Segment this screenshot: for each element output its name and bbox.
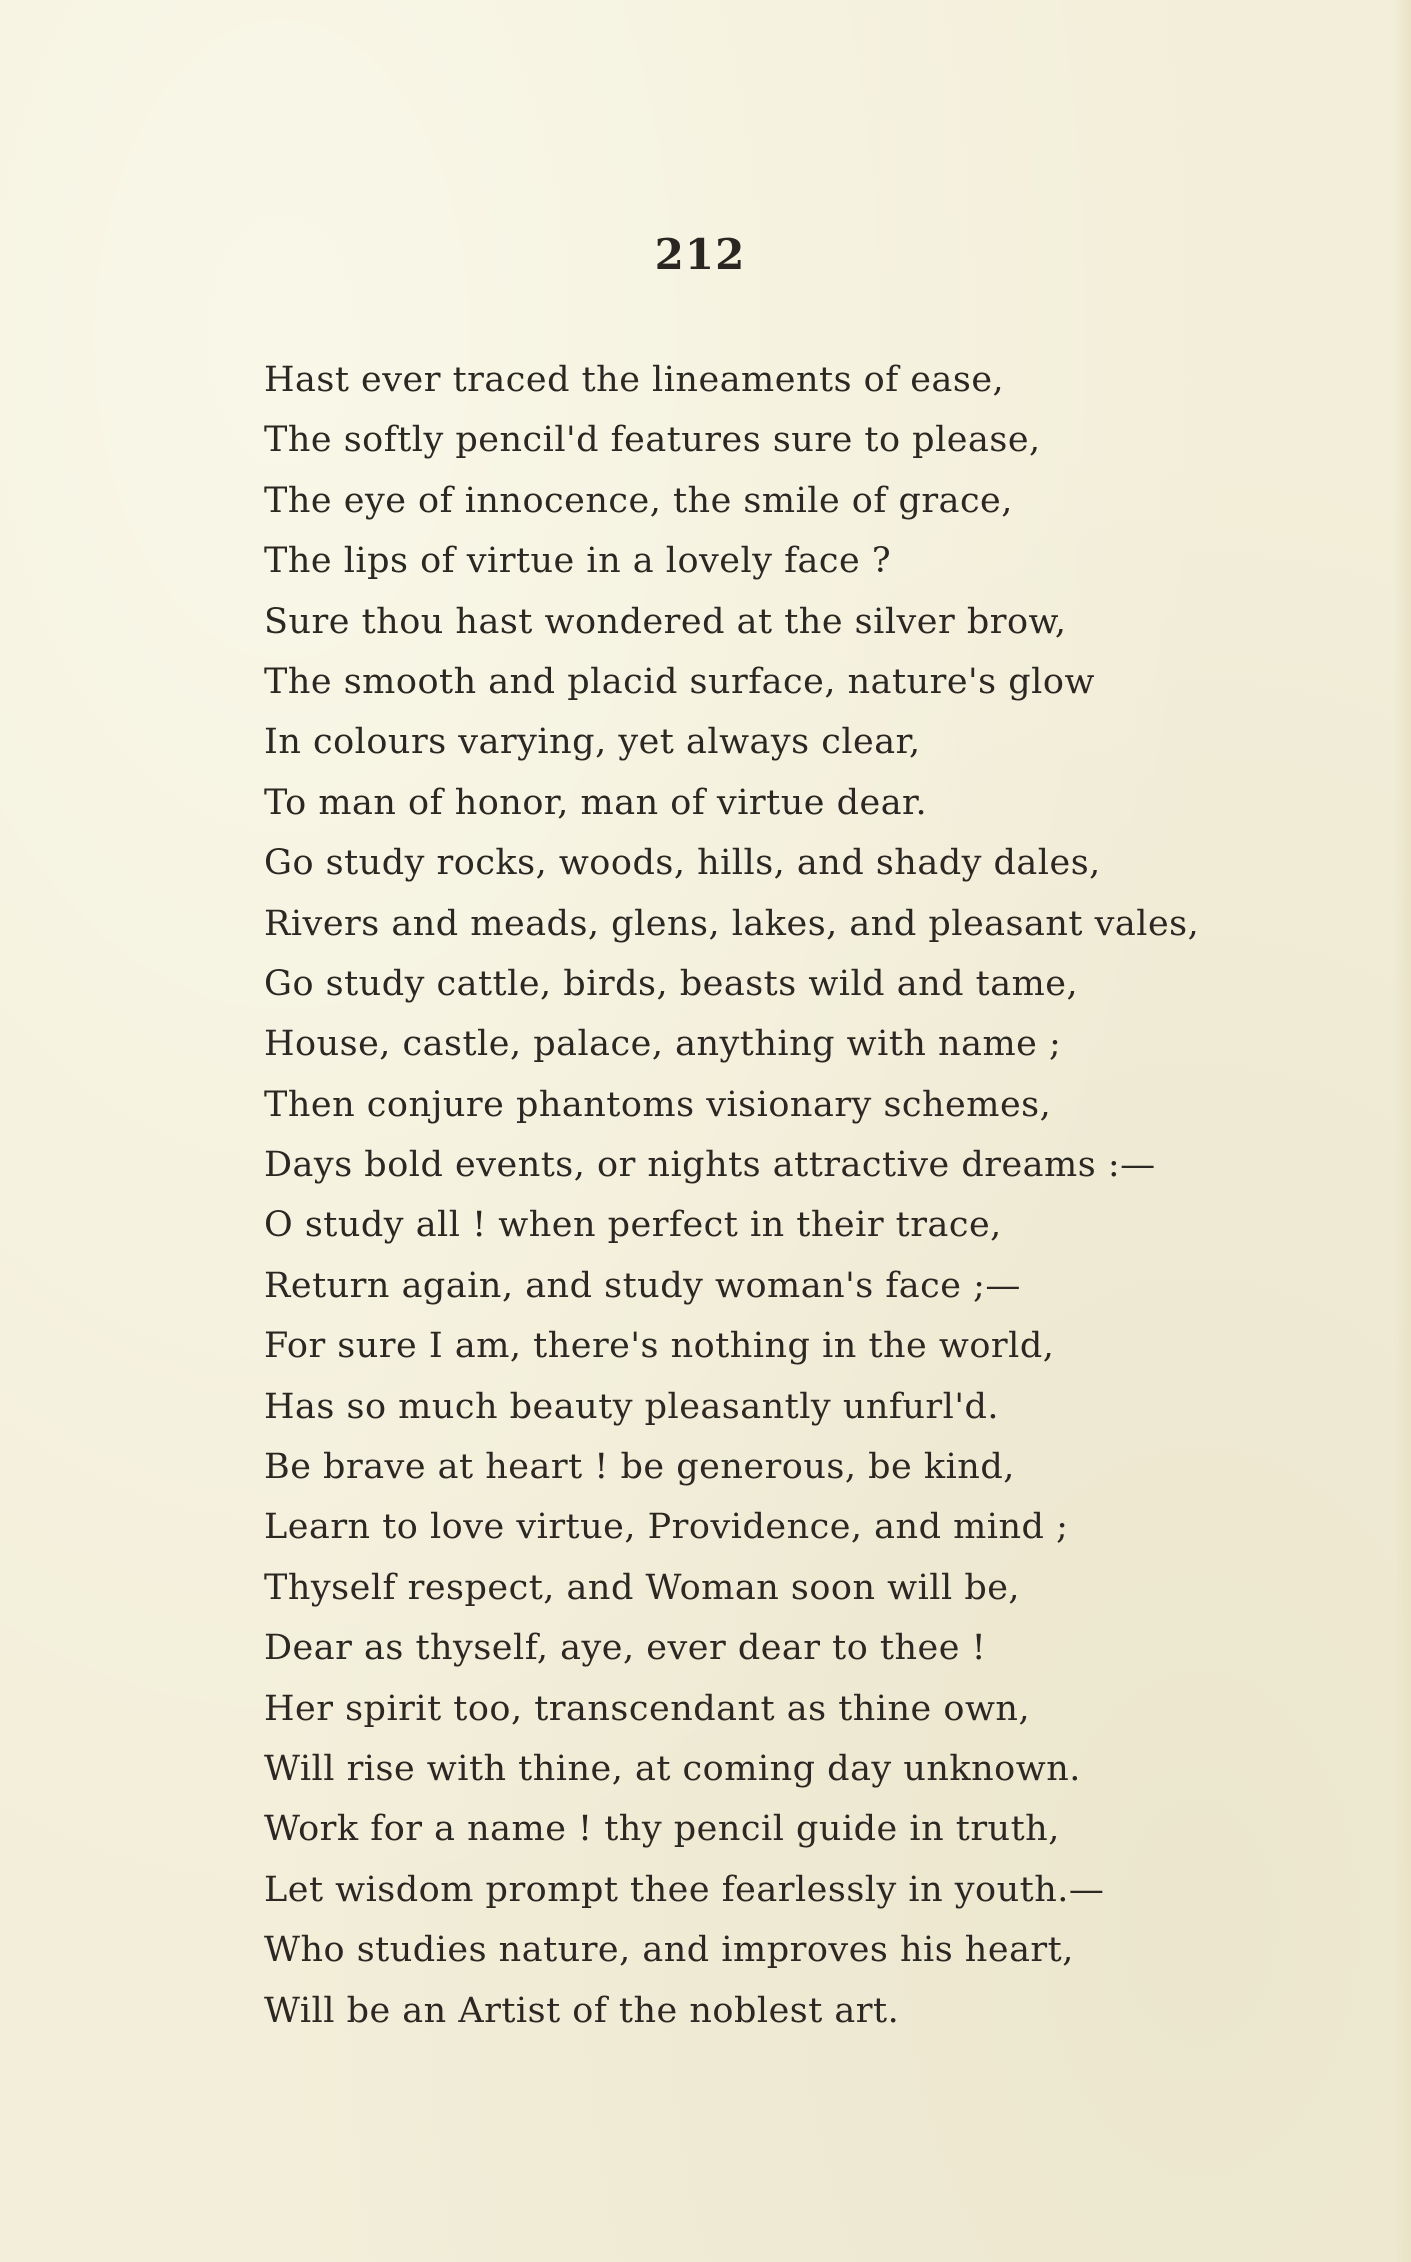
poem-text bbox=[264, 350, 1264, 2041]
poem-line: Let wisdom prompt thee fearlessly in youth.— bbox=[264, 1869, 1105, 1910]
poem-line: In colours varying, yet always clear, bbox=[264, 722, 921, 763]
poem-line: Thyself respect, and Woman soon will be, bbox=[264, 1567, 1021, 1608]
poem-line: Has so much beauty pleasantly unfurl'd. bbox=[264, 1386, 999, 1427]
poem-line: Learn to love virtue, Providence, and mind ; bbox=[264, 1507, 1069, 1548]
poem-line: Will be an Artist of the noblest art. bbox=[264, 1990, 900, 2031]
poem-line: Sure thou hast wondered at the silver brow, bbox=[264, 601, 1067, 642]
poem-line: Return again, and study woman's face ;— bbox=[264, 1265, 1021, 1306]
poem-line: The eye of innocence, the smile of grace, bbox=[264, 480, 1013, 521]
poem-line: Who studies nature, and improves his heart, bbox=[264, 1930, 1074, 1971]
poem-line: The softly pencil'd features sure to please, bbox=[264, 420, 1041, 461]
poem-line: House, castle, palace, anything with name ; bbox=[264, 1024, 1062, 1065]
poem-line: Rivers and meads, glens, lakes, and pleasant vales, bbox=[264, 903, 1200, 944]
poem-line: Go study rocks, woods, hills, and shady dales, bbox=[264, 843, 1101, 884]
poem-line: Days bold events, or nights attractive dreams :— bbox=[264, 1145, 1156, 1186]
page-edge bbox=[1393, 0, 1411, 2262]
poem-line: Will rise with thine, at coming day unknown. bbox=[264, 1748, 1081, 1789]
poem-line: Her spirit too, transcendant as thine own, bbox=[264, 1688, 1031, 1729]
poem-line: Then conjure phantoms visionary schemes, bbox=[264, 1084, 1052, 1125]
poem-line: Hast ever traced the lineaments of ease, bbox=[264, 360, 1005, 400]
page-number: 212 bbox=[654, 230, 746, 279]
poem-line: Go study cattle, birds, beasts wild and tame, bbox=[264, 963, 1079, 1004]
poem-line: Work for a name ! thy pencil guide in truth, bbox=[264, 1809, 1060, 1850]
poem-line: Be brave at heart ! be generous, be kind, bbox=[264, 1447, 1015, 1488]
poem-line: The lips of virtue in a lovely face ? bbox=[264, 541, 892, 582]
poem-line: Dear as thyself, aye, ever dear to thee ! bbox=[264, 1628, 987, 1669]
poem-line: To man of honor, man of virtue dear. bbox=[264, 782, 928, 823]
poem-line: O study all ! when perfect in their trace, bbox=[264, 1205, 1002, 1246]
poem-line: The smooth and placid surface, nature's glow bbox=[264, 661, 1095, 702]
poem-line: For sure I am, there's nothing in the world, bbox=[264, 1326, 1055, 1367]
